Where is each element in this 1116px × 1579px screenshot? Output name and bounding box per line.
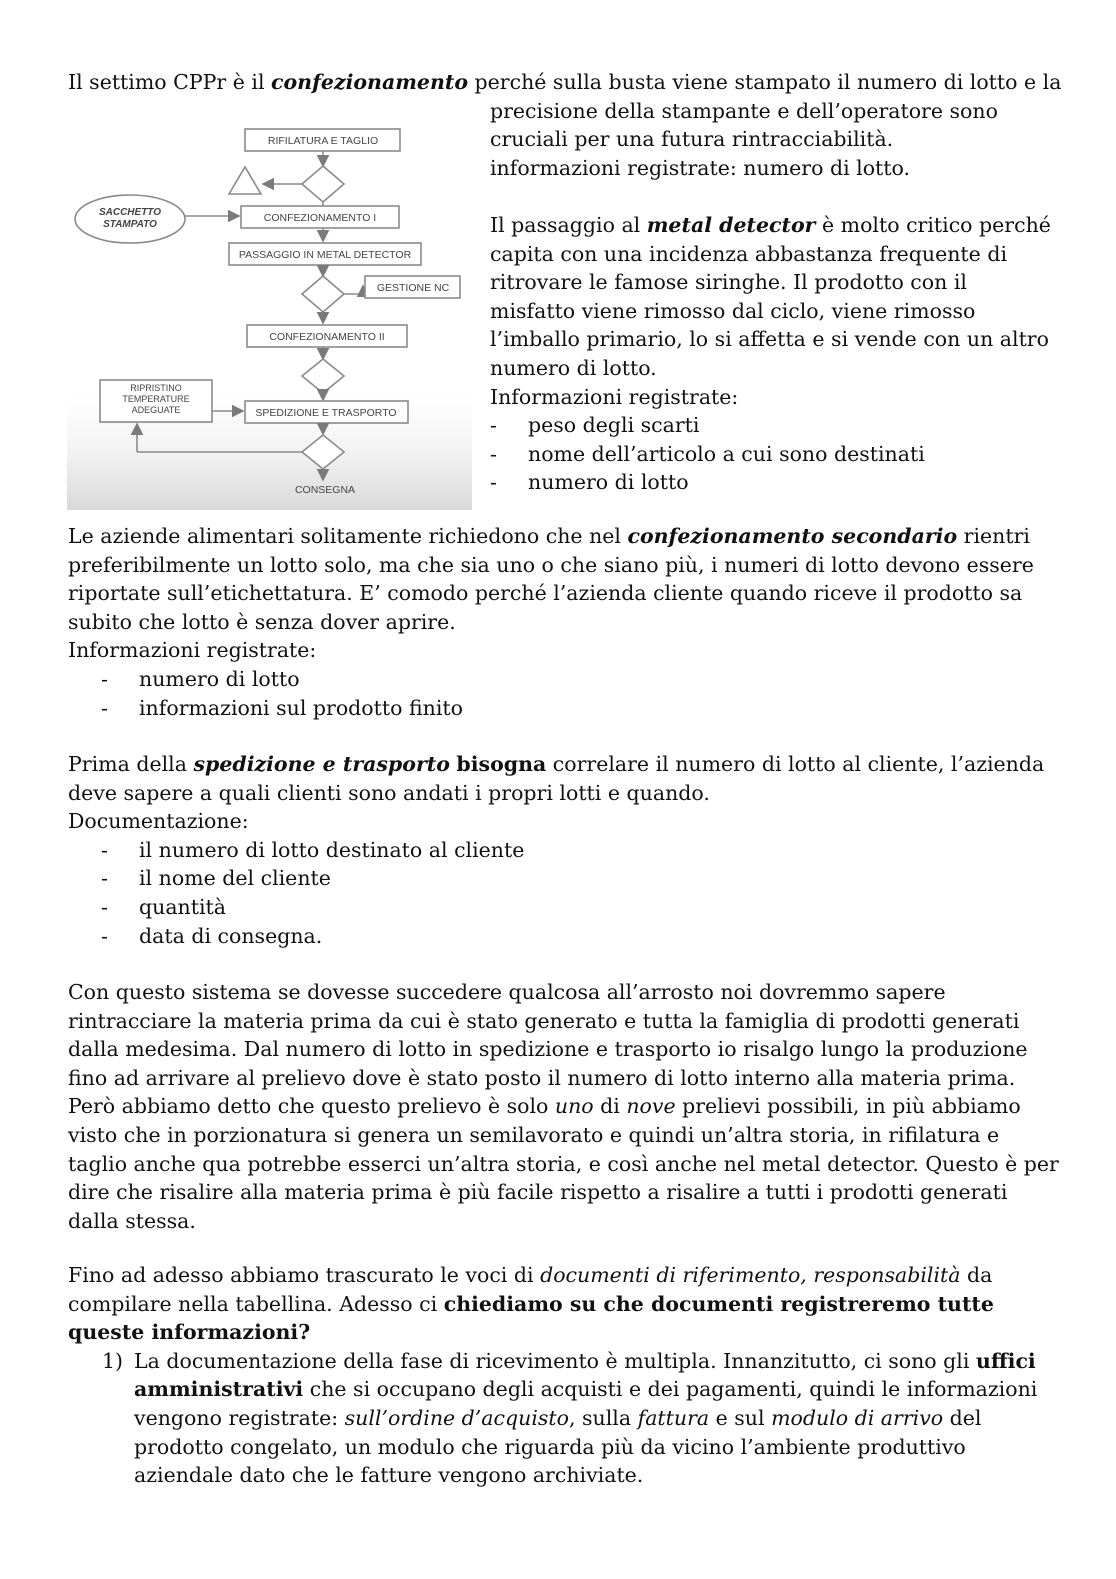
decision-diamond xyxy=(302,166,344,202)
decision-diamond xyxy=(302,276,344,312)
paragraph-confezionamento-secondario: Le aziende alimentari solitamente richiedono che nel confezionamento secondario rientri preferibilmente un lotto solo, ma che sia uno o che siano più, i numeri di lotto devono essere riportate sull’etichettatura. E’ comodo perché l’azienda cliente quando riceve il prodotto sa subito che lotto è senza dover aprire. Informazioni registrate: - numero di lotto - informazioni sul prodotto finito xyxy=(68,522,1058,722)
list-item: - numero di lotto xyxy=(490,470,689,495)
paragraph-confezionamento xyxy=(68,68,1062,97)
info-label: Informazioni registrate: xyxy=(68,638,317,663)
list-item: - il nome del cliente xyxy=(101,866,331,891)
list-item: - data di consegna. xyxy=(101,923,323,948)
emphasis-spedizione: spedizione e trasporto xyxy=(193,752,450,776)
emphasis-confezionamento-secondario: confezionamento secondario xyxy=(627,524,958,548)
svg-text:ADEGUATE: ADEGUATE xyxy=(131,405,181,415)
list-item: - numero di lotto xyxy=(101,666,300,691)
text-line: Il settimo CPPr è il confezionamento perché sulla busta viene stampato il numero di lotto e la xyxy=(68,70,1062,94)
label-consegna: CONSEGNA xyxy=(294,484,356,496)
paragraph-spedizione: Prima della spedizione e trasporto bisogna correlare il numero di lotto al cliente, l’azienda deve sapere a quali clienti sono andati i propri lotti e quando. Documentazione: - il numero di lotto destinato al cliente - il nome del cliente - quantità - data di consegna. xyxy=(68,750,1058,950)
list-item: - quantità xyxy=(101,894,227,919)
svg-text:RIPRISTINO: RIPRISTINO xyxy=(130,383,182,393)
right-column-text: precisione della stampante e dell’operatore sono cruciali per una futura rintracciabilità. informazioni registrate: numero di lotto. Il passaggio al metal detector è molto critico perché capita con una incidenza abbastanza frequente di ritrovare le famose siringhe. Il prodotto con il misfatto viene rimosso dal ciclo, viene rimosso l’imballo primario, lo si affetta e si vende con un altro numero di lotto. Informazioni registrate: - peso degli scarti - nome dell’articolo a cui sono destinati - numero di lotto xyxy=(490,97,1060,497)
decision-diamond xyxy=(302,359,344,393)
info-label: Informazioni registrate: xyxy=(490,384,739,409)
question-heading: queste informazioni? xyxy=(68,1320,311,1345)
flowchart-figure xyxy=(67,104,472,510)
list-item: - il numero di lotto destinato al cliente xyxy=(101,837,525,862)
paragraph-documenti: Fino ad adesso abbiamo trascurato le voci di documenti di riferimento, responsabilità da compilare nella tabellina. Adesso ci chiediamo su che documenti registreremo tutte queste informazioni? 1) La documentazione della fase di ricevimento è multipla. Innanzitutto, ci sono gli uffici amministrativi che si occupano degli acquisti e dei pagamenti, quindi le informazioni vengono registrate: sull’ordine d’acquisto, sulla fattura e sul modulo di arrivo del prodotto congelato, un modulo che riguarda più da vicino l’ambiente produttivo aziendale dato che le fatture vengono archiviate. xyxy=(68,1261,1058,1490)
label-confezionamento-1: CONFEZIONAMENTO I xyxy=(263,212,377,224)
svg-text:TEMPERATURE: TEMPERATURE xyxy=(122,394,190,404)
numbered-item: 1) La documentazione della fase di ricevimento è multipla. Innanzitutto, ci sono gli uffici amministrativi che si occupano degli acquisti e dei pagamenti, quindi le informazioni vengono registrate: sull’ordine d’acquisto, sulla fattura e sul modulo di arrivo del prodotto congelato, un modulo che riguarda più da vicino l’ambiente produttivo aziendale dato che le fatture vengono archiviate. xyxy=(102,1348,1038,1488)
flowchart-diagram xyxy=(67,104,472,510)
emphasis-confezionamento: confezionamento xyxy=(271,70,469,94)
label-rifilatura: RIFILATURA E TAGLIO xyxy=(267,135,379,147)
paragraph-metal-detector: Il passaggio al metal detector è molto critico perché xyxy=(490,212,1051,237)
paragraph-rintracciabilita: Con questo sistema se dovesse succedere qualcosa all’arrosto noi dovremmo sapere rintracciare la materia prima da cui è stato generato e tutta la famiglia di prodotti generati dalla medesima. Dal numero di lotto in spedizione e trasporto io risalgo lungo la produzione fino ad arrivare al prelievo dove è stato posto il numero di lotto interno alla materia prima. Però abbiamo detto che questo prelievo è solo uno di nove prelievi possibili, in più abbiamo visto che in porzionatura si genera un semilavorato e quindi un’altra storia, in rifilatura e taglio anche qua potrebbe esserci un’altra storia, e così anche nel metal detector. Questo è per dire che risalire alla materia prima è più facile rispetto a risalire a tutti i prodotti generati dalla stessa. xyxy=(68,980,1059,1233)
svg-text:STAMPATO: STAMPATO xyxy=(103,219,157,230)
label-gestione-nc: GESTIONE NC xyxy=(376,282,450,294)
label-metal-detector: PASSAGGIO IN METAL DETECTOR xyxy=(238,249,412,261)
label-confezionamento-2: CONFEZIONAMENTO II xyxy=(269,331,385,343)
svg-text:SACCHETTO: SACCHETTO xyxy=(98,207,162,218)
emphasis-metal-detector: metal detector xyxy=(646,212,816,237)
list-item: - informazioni sul prodotto finito xyxy=(101,695,463,720)
decision-diamond xyxy=(302,435,344,469)
doc-label: Documentazione: xyxy=(68,809,249,834)
label-spedizione: SPEDIZIONE E TRASPORTO xyxy=(255,407,397,419)
list-item: - nome dell’articolo a cui sono destinati xyxy=(490,441,925,466)
stock-triangle xyxy=(229,167,261,194)
list-item: - peso degli scarti xyxy=(490,413,700,438)
